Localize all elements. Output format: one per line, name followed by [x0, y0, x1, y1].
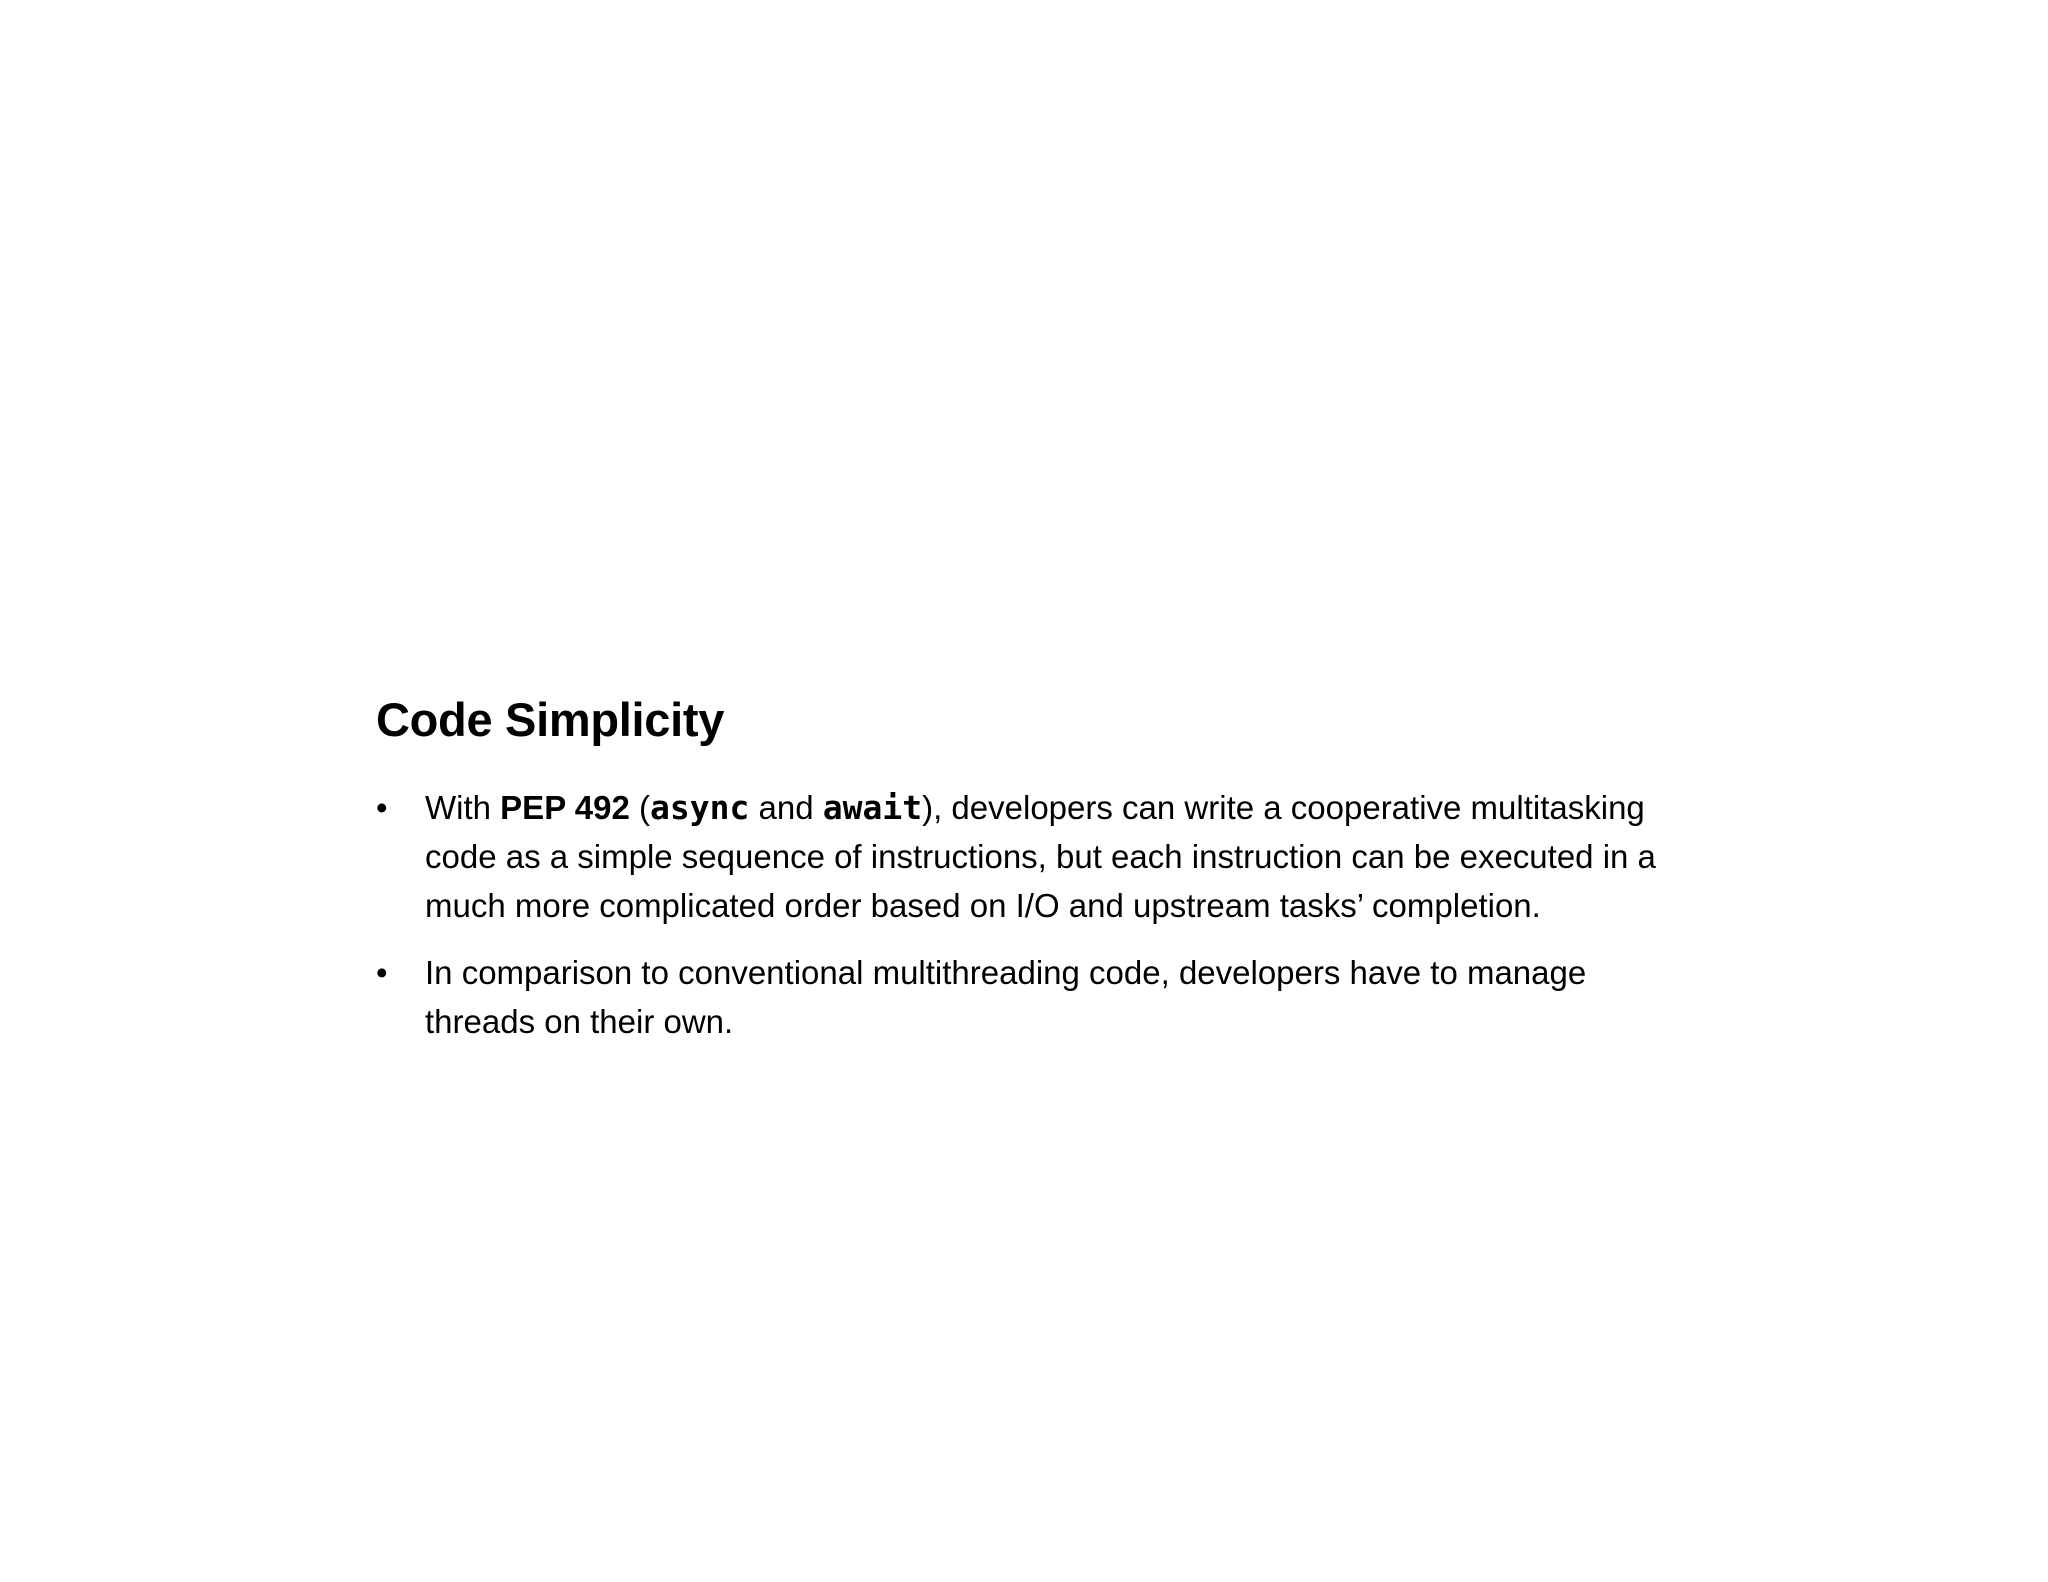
bullet-glyph: •	[376, 789, 388, 826]
pep-reference: PEP 492	[500, 789, 630, 826]
paren-open-text: (	[629, 789, 651, 826]
bullet-list	[376, 783, 1696, 1046]
slide-title: Code Simplicity	[376, 693, 725, 746]
bullet-text: In comparison to conventional multithreading code, developers have to manage threads on their own.	[425, 954, 1587, 1040]
async-keyword: async	[650, 788, 750, 827]
bullet-lead-text: With	[425, 789, 501, 826]
bullet-item-multithreading	[376, 948, 1696, 1046]
await-keyword: await	[822, 788, 923, 827]
and-text: and	[749, 789, 823, 826]
bullet-text	[425, 783, 1696, 930]
bullet-item-pep-492	[376, 783, 1696, 930]
bullet-rest-text: ), developers can write a cooperative multitasking code as a simple sequence of instructions, but each instruction can be executed in a much more complicated order based on I/O and upstream tasks’ completion.	[425, 789, 1656, 924]
slide-content	[376, 692, 1696, 1064]
bullet-glyph: •	[376, 954, 388, 991]
